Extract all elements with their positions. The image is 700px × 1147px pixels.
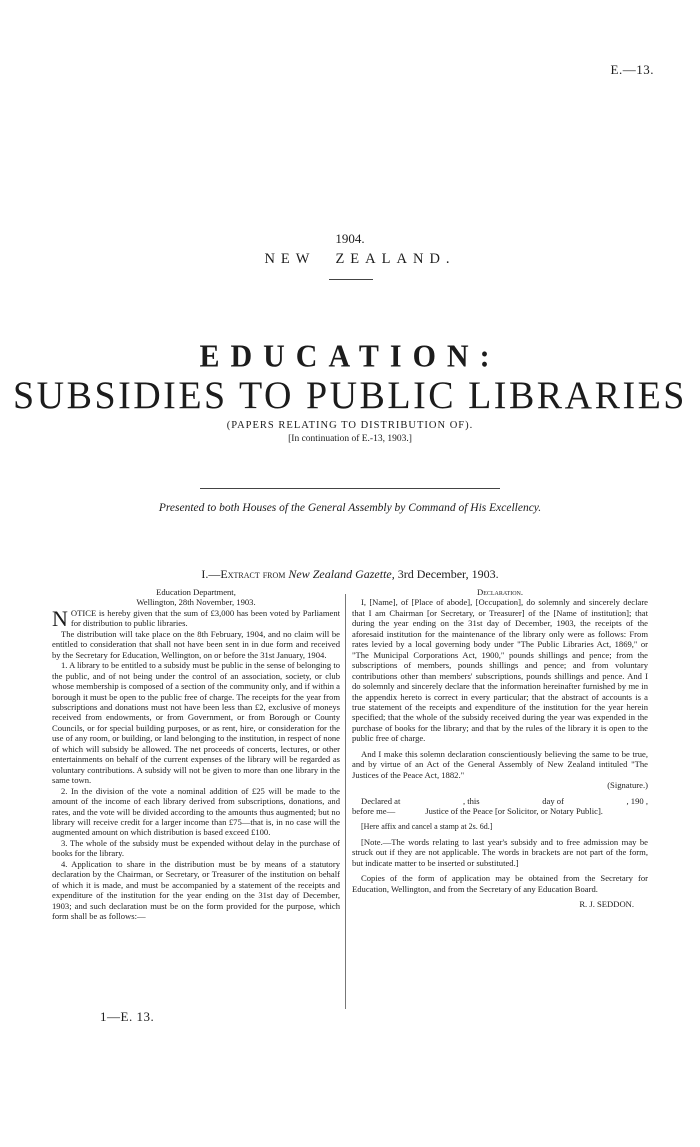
title-sub: SUBSIDIES TO PUBLIC LIBRARIES — [13, 374, 687, 418]
right-column — [352, 587, 648, 910]
form-note: [Note.—The words relating to last year's subsidy and to free admission may be struck out if they are not applicable. The words in brackets are not part of the form, but indicate matter to be inserted or substituted.] — [352, 836, 648, 868]
stamp-note: [Here affix and cancel a stamp at 2s. 6d.] — [361, 821, 493, 831]
notice-paragraph — [52, 605, 340, 631]
country-word-1: NEW — [264, 251, 316, 267]
before-me-line — [352, 806, 648, 816]
solemn-declaration: And I make this solemn declaration conscientiously believing the same to be true, and by virtue of an Act of the General Assembly of New Zealand intituled "The Justices of the Peace Act, 1882." — [352, 748, 648, 780]
rule-4: 4. Application to share in the distribution must be by means of a statutory declaration by the Chairman, or Secretary, or Treasurer of the institution on behalf of which it is made, and must be accompanied by a statement of the receipts and expenditure of the institution for the year ending on the 31st day of December, 1903; and such declaration must be on the form provided for the purpose, which form shall be as follows:— — [52, 858, 340, 922]
distribution-paragraph: The distribution will take place on the 8th February, 1904, and no claim will be entitled to consideration that shall not have been sent in in due form and received by the Secretary for Education, Wellington, on or before the 31st January, 1904. — [52, 628, 340, 660]
signature-label: (Signature.) — [607, 780, 648, 791]
presented-line: Presented to both Houses of the General Assembly by Command of His Excellency. — [158, 502, 542, 514]
copies-paragraph: Copies of the form of application may be obtained from the Secretary for Education, Wellington, and from the Secretary of any Education Board. — [352, 873, 648, 894]
year: 1904. — [335, 231, 365, 246]
declared-at-line — [352, 796, 648, 806]
justice-label: Justice of the Peace [or Solicitor, or Notary Public]. — [425, 806, 603, 817]
department-name: Education Department, — [156, 587, 236, 597]
drop-cap: N — [52, 605, 68, 631]
short-rule — [329, 279, 373, 280]
this-label: , this — [462, 795, 480, 806]
declaration-text: I, [Name], of [Place of abode], [Occupation], do solemnly and sincerely declare that I am Chairman [or Secretary, or Treasurer] of the [Name of institution]; that during the year ending on the 31st day of December, 1903, the receipts of the aforesaid institution for the maintenance of the library only were as follows: From rates levied by a local governing body under "The Public Libraries Act, 1869," or "The Municipal Corporations Act, 1900," pounds shillings and pence; from the subscriptions of members, pounds shillings and pence; and from voluntary contributions other than members' subscriptions, pounds shillings and pence. And I do solemnly and sincerely declare that the information hereinafter furnished by me in the appendix hereto is correct in every particular; that the abstract of accounts is a true statement of the receipts and expenditure of the institution for the year herein specified; that the whole of the subsidy received during the year was expended in the purchase of books for the library; and that by the rules of the library it is open to the public free of charge. — [352, 597, 648, 744]
left-column — [52, 587, 340, 922]
before-me: before me— — [352, 806, 396, 817]
papers-subtitle: (PAPERS RELATING TO DISTRIBUTION OF). — [226, 420, 474, 431]
rule-3: 3. The whole of the subsidy must be expended without delay in the purchase of books for the library. — [52, 837, 340, 859]
notice-text: OTICE is hereby given that the sum of £3,000 has been voted by Parliament for distribution to public libraries. — [70, 607, 340, 629]
continuation-note: [In continuation of E.-13, 1903.] — [288, 434, 412, 444]
declared-at: Declared at — [361, 795, 401, 806]
country-word-2: ZEALAND. — [335, 251, 456, 267]
signatory: R. J. SEDDON. — [579, 899, 634, 910]
title-main: EDUCATION: — [199, 339, 501, 374]
extract-source: New Zealand Gazette, — [288, 567, 395, 581]
extract-prefix: I.—Extract from — [201, 567, 286, 581]
rule-1: 1. A library to be entitled to a subsidy must be public in the sense of belonging to the public, and of not being under the control of an association, society, or club whose membership is composed of a section of the community only, and if within a borough it must be open to the public free of charge. The receipts for the year from subscriptions and donations must not have been less than £2, exclusive of moneys received from endowments, or from Government, or from Borough or County Councils, or for special building purposes, or as rent, hire, or consideration for the use of any room, or building, or land belonging to the institution, in respect of none of which will subsidy be allowed. The net proceeds of concerts, lectures, or other entertainments on behalf of the current expenses of the library will be regarded as voluntary contributions. A subsidy will not be given to more than one library in the same town. — [52, 660, 340, 786]
extract-date: 3rd December, 1903. — [397, 567, 499, 581]
footer-reference: 1—E. 13. — [100, 1009, 155, 1024]
declaration-heading: Declaration. — [476, 587, 524, 597]
rule-2: 2. In the division of the vote a nominal addition of £25 will be made to the amount of the income of each library derived from subscriptions, donations, and rates, and the vote will be divided according to the amounts thus augmented; but no library will receive credit for a larger income than £75—that is, in no case will the augmented amount on which distribution is based exceed £100. — [52, 785, 340, 838]
day-of-label: day of — [542, 795, 564, 806]
column-divider — [345, 594, 346, 1009]
page-reference: E.—13. — [610, 62, 654, 77]
extract-heading — [0, 567, 700, 582]
dateline: Wellington, 28th November, 1903. — [136, 597, 256, 608]
presentation-rule — [200, 488, 500, 489]
year-blank: , 190 , — [626, 795, 648, 806]
country-heading — [0, 251, 700, 268]
